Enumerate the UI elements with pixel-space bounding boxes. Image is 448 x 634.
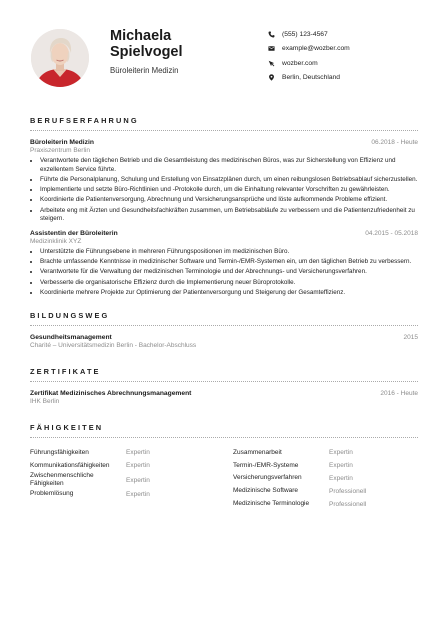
skill-name: Medizinische Terminologie	[233, 500, 310, 508]
location-text: Berlin, Deutschland	[282, 73, 340, 81]
experience-bullet: • Verbesserte die organisatorische Effizienz durch die Implementierung neuer Büroprotokolle.	[40, 279, 418, 288]
experience-bullet: • Arbeitete eng mit Ärzten und Gesundheitsfachkräften zusammen, um Betriebsabläufe zu verbessern und die Patientenzufriedenheit zu steigern.	[40, 207, 418, 224]
experience-date: 06.2018 - Heute	[371, 139, 418, 146]
skills-grid	[30, 446, 418, 510]
location-pin-icon	[268, 74, 280, 81]
experience-bullets	[30, 157, 418, 224]
experience-bullet: • Verantwortete den täglichen Betrieb und die Gesamtleistung des medizinischen Büros, was zur Sicherstellung von Effizienz und exzellentem Service führte.	[40, 157, 418, 174]
skill-item	[233, 498, 418, 511]
last-name: Spielvogel	[110, 44, 183, 60]
first-name: Michaela	[110, 28, 172, 44]
contact-location	[268, 71, 350, 84]
experience-employer: Medizinklinik XYZ	[30, 237, 82, 245]
section-title-experience: BERUFSERFAHRUNG	[30, 116, 418, 131]
skills-section	[30, 423, 418, 510]
section-title-skills: FÄHIGKEITEN	[30, 423, 418, 438]
education-entry	[30, 334, 418, 349]
resume-header	[30, 0, 418, 108]
skill-name: Zwischenmenschliche Fähigkeiten	[30, 472, 94, 488]
certificate-date: 2016 - Heute	[380, 390, 418, 398]
profile-photo	[31, 29, 89, 87]
skill-level: Professionell	[329, 487, 367, 495]
experience-bullet: • Verantwortete für die Verwaltung der medizinischen Terminologie und der Abrechnungs- und Versicherungsverfahren.	[40, 268, 418, 277]
skill-level: Expertin	[329, 449, 353, 457]
phone-text: (555) 123-4567	[282, 31, 328, 38]
section-title-education: BILDUNGSWEG	[30, 311, 418, 326]
job-title: Büroleiterin Medizin	[110, 66, 179, 75]
skill-item	[233, 446, 418, 459]
skill-name: Zusammenarbeit	[233, 448, 282, 456]
link-icon	[268, 60, 280, 67]
skill-name: Führungsfähigkeiten	[30, 448, 89, 456]
section-title-certificates: ZERTIFIKATE	[30, 367, 418, 382]
email-text: example@wozber.com	[282, 45, 350, 53]
skill-item	[233, 485, 418, 498]
experience-bullet: • Koordinierte mehrere Projekte zur Optimierung der Patientenversorgung und Steigerung der Gesamteffizienz.	[40, 289, 418, 298]
experience-title: Büroleiterin Medizin	[30, 139, 94, 146]
experience-bullets	[30, 248, 418, 298]
skill-name: Termin-/EMR-Systeme	[233, 461, 299, 469]
contact-website[interactable]	[268, 57, 350, 70]
skill-name: Versicherungsverfahren	[233, 474, 302, 482]
experience-entry	[30, 230, 418, 298]
candidate-name	[110, 28, 183, 60]
skill-level: Expertin	[126, 449, 150, 457]
skill-item	[30, 472, 215, 488]
experience-bullet: • Brachte umfassende Kenntnisse in medizinischer Software und Termin-/EMR-Systemen ein, um den täglichen Betrieb zu verbessern.	[40, 258, 418, 267]
skill-item	[30, 459, 215, 472]
education-date: 2015	[403, 334, 418, 342]
skill-item	[233, 472, 418, 485]
skill-level: Expertin	[126, 476, 150, 484]
skill-level: Expertin	[126, 490, 150, 498]
certificate-title: Zertifikat Medizinisches Abrechnungsmanagement	[30, 390, 192, 398]
skill-level: Expertin	[329, 474, 353, 482]
phone-icon	[268, 31, 280, 38]
contact-phone	[268, 28, 350, 41]
skill-level: Professionell	[329, 500, 367, 508]
experience-section	[30, 116, 418, 297]
experience-entry	[30, 139, 418, 224]
contact-list	[268, 28, 350, 85]
skill-name: Problemlösung	[30, 490, 74, 498]
certificate-entry	[30, 390, 418, 405]
contact-email[interactable]	[268, 42, 350, 55]
skills-column-right	[233, 446, 418, 510]
skills-column-left	[30, 446, 215, 510]
education-institution: Charité – Universitätsmedizin Berlin - Bachelor-Abschluss	[30, 342, 197, 350]
certificate-issuer: IHK Berlin	[30, 398, 60, 406]
experience-date: 04.2015 - 05.2018	[365, 229, 418, 237]
skill-item	[30, 446, 215, 459]
skill-name: Medizinische Software	[233, 487, 299, 495]
mail-icon	[268, 45, 280, 52]
certificates-section	[30, 367, 418, 405]
experience-bullet: • Führte die Personalplanung, Schulung und Erstellung von Einsatzplänen durch, um einen reibungslosen Betriebsablauf sicherzustellen.	[40, 176, 418, 185]
experience-employer: Praxiszentrum Berlin	[30, 147, 90, 154]
education-section	[30, 311, 418, 349]
experience-bullet: • Unterstützte die Führungsebene in mehreren Führungspositionen im medizinischen Büro.	[40, 248, 418, 257]
skill-item	[30, 488, 215, 501]
experience-bullet: • Implementierte und setzte Büro-Richtlinien und -Protokolle durch, um die Einhaltung relevanter Vorschriften zu gewährleisten.	[40, 186, 418, 195]
website-text: wozber.com	[282, 59, 318, 67]
skill-name: Kommunikationsfähigkeiten	[30, 461, 110, 469]
education-title: Gesundheitsmanagement	[30, 334, 112, 342]
experience-title: Assistentin der Büroleiterin	[30, 229, 118, 237]
experience-list	[30, 139, 418, 297]
experience-bullet: • Koordinierte die Patientenversorgung, Abrechnung und Versicherungsansprüche und löste aufkommende Probleme effizient.	[40, 196, 418, 205]
skill-level: Expertin	[329, 462, 353, 470]
skill-level: Expertin	[126, 462, 150, 470]
skill-item	[233, 459, 418, 472]
